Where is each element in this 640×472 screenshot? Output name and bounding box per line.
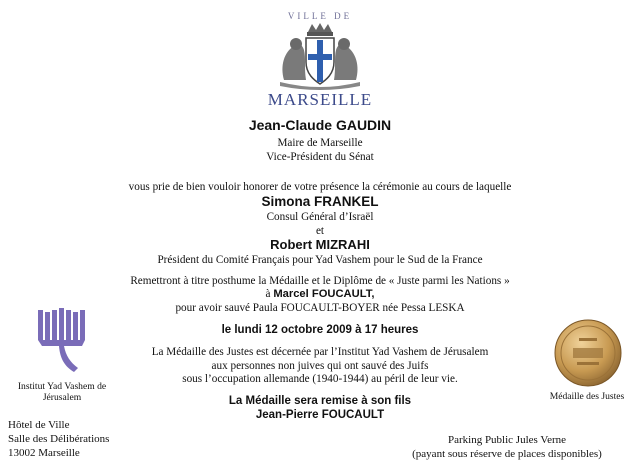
medal-info-1: La Médaille des Justes est décernée par l’Institut Yad Vashem de Jérusalem <box>151 346 489 358</box>
city-name: MARSEILLE <box>267 90 373 109</box>
host-title-2: Vice-Président du Sénat <box>266 151 374 163</box>
guest1-title: Consul Général d’Israël <box>266 211 374 223</box>
host-title-1: Maire de Marseille <box>277 137 363 149</box>
guest2-title: Président du Comité Français pour Yad Vashem pour le Sud de la France <box>157 254 483 266</box>
parking-line-1: Parking Public Jules Verne <box>447 434 567 446</box>
venue-line-1: Hôtel de Ville <box>8 419 70 431</box>
medal-info-3: sous l’occupation allemande (1940-1944) au péril de leur vie. <box>182 373 458 385</box>
yad-vashem-caption-1: Institut Yad Vashem de <box>17 381 107 392</box>
guest1-name: Simona FRANKEL <box>261 194 379 209</box>
conjunction: et <box>315 225 325 237</box>
city-crest-icon <box>276 22 364 90</box>
menorah-icon <box>34 306 90 378</box>
parking-line-2: (payant sous réserve de places disponibles) <box>412 448 602 460</box>
ceremony-date: le lundi 12 octobre 2009 à 17 heures <box>221 324 419 336</box>
medal-caption: Médaille des Justes <box>549 391 625 402</box>
medal-icon <box>553 318 623 388</box>
honoree-name: Marcel FOUCAULT, <box>273 288 375 300</box>
handover-line: La Médaille sera remise à son fils <box>228 395 412 407</box>
ville-de-label: VILLE DE <box>287 11 353 21</box>
invitation-text: vous prie de bien vouloir honorer de votre présence la cérémonie au cours de laquelle <box>128 181 512 193</box>
venue-line-3: 13002 Marseille <box>8 447 80 459</box>
venue-line-2: Salle des Délibérations <box>8 433 110 445</box>
award-line-3: pour avoir sauvé Paula FOUCAULT-BOYER née Pessa LESKA <box>175 302 465 314</box>
yad-vashem-caption-2: Jérusalem <box>42 392 82 403</box>
son-name: Jean-Pierre FOUCAULT <box>255 409 385 421</box>
medal-info-2: aux personnes non juives qui ont sauvé des Juifs <box>211 360 429 372</box>
award-line-1: Remettront à titre posthume la Médaille et le Diplôme de « Juste parmi les Nations » <box>130 275 510 287</box>
award-prefix: à <box>265 288 274 300</box>
host-name: Jean-Claude GAUDIN <box>248 117 392 133</box>
guest2-name: Robert MIZRAHI <box>270 237 370 252</box>
award-line-2 <box>0 288 640 301</box>
